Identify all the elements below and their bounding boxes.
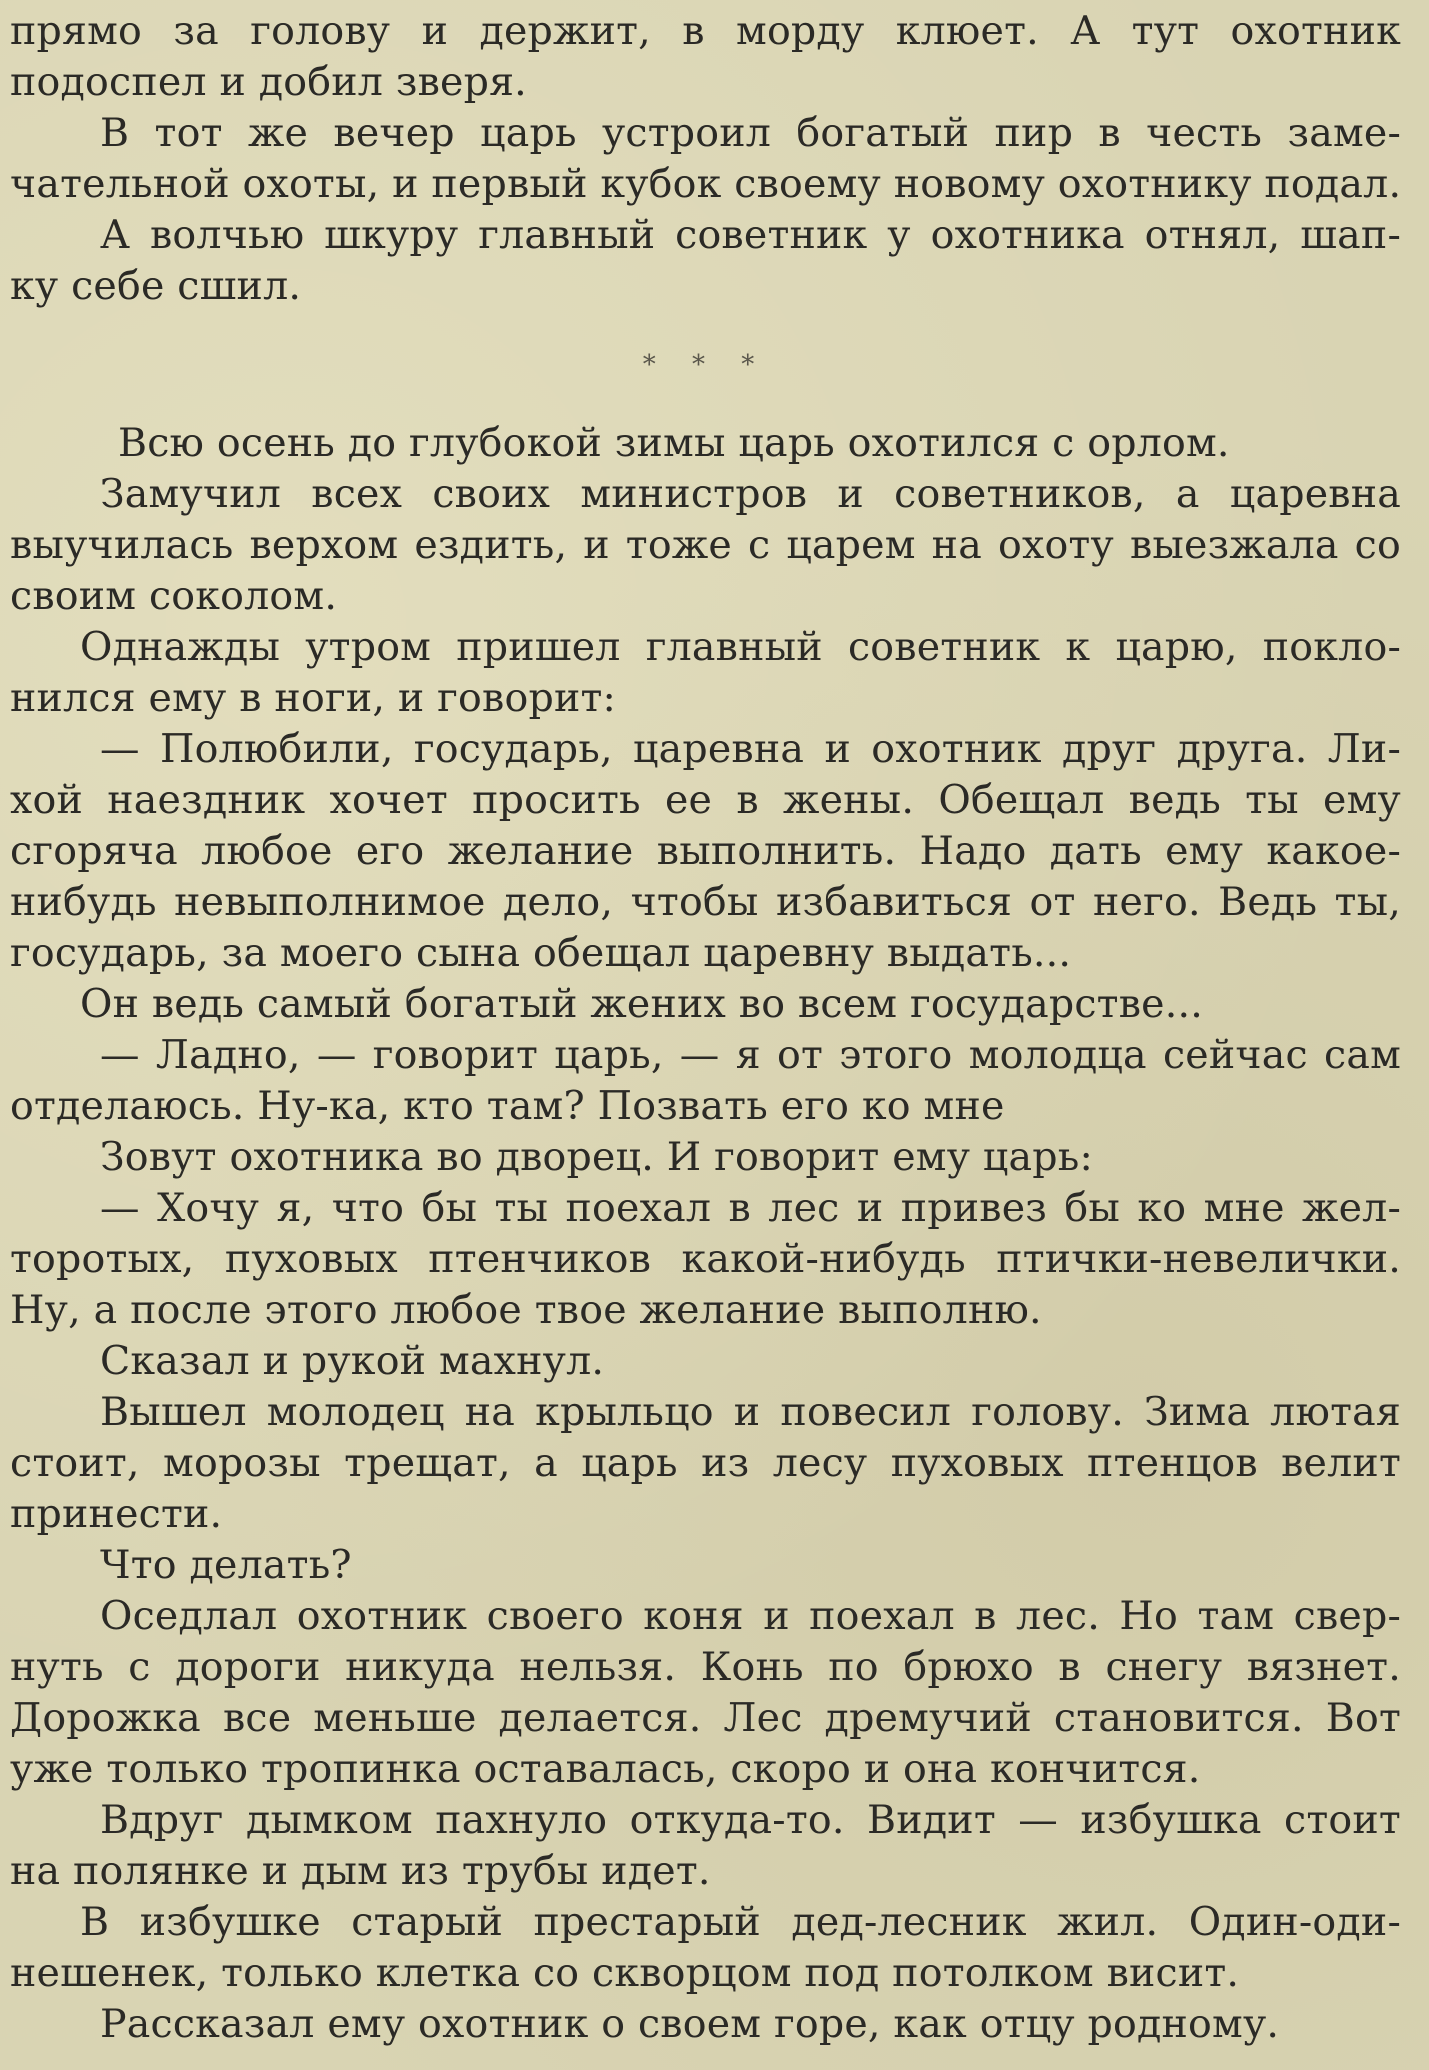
text-line-30: Оседлал охотник своего коня и поехал в лес. Но там свер- (100, 1593, 1401, 1639)
text-line-20: отделаюсь. Ну-ка, кто там? Позвать его ко мне (10, 1083, 1005, 1129)
text-line-34: Вдруг дымком пахнуло откуда-то. Видит — избушка стоит (100, 1797, 1401, 1843)
text-line-12: нился ему в ноги, и говорит: (10, 675, 617, 721)
text-line-32: Дорожка все меньше делается. Лес дремучий становится. Вот (10, 1695, 1401, 1741)
text-line-18: Он ведь самый богатый жених во всем государстве... (80, 981, 1204, 1027)
text-line-27: стоит, морозы трещат, а царь из лесу пуховых птенцов велит (10, 1440, 1401, 1486)
text-line-7: Всю осень до глубокой зимы царь охотился с орлом. (118, 420, 1230, 466)
text-line-4: чательной охоты, и первый кубок своему новому охотнику подал. (10, 161, 1401, 207)
text-line-24: Ну, а после этого любое твое желание выполню. (10, 1287, 1042, 1333)
text-line-3: В тот же вечер царь устроил богатый пир в честь заме- (100, 110, 1401, 156)
text-line-14: хой наездник хочет просить ее в жены. Обещал ведь ты ему (10, 777, 1401, 823)
text-line-25: Сказал и рукой махнул. (100, 1338, 605, 1384)
text-line-21: Зовут охотника во дворец. И говорит ему царь: (100, 1134, 1093, 1180)
text-line-28: принести. (10, 1491, 223, 1537)
text-line-11: Однажды утром пришел главный советник к царю, покло- (80, 624, 1401, 670)
text-line-10: своим соколом. (10, 573, 338, 619)
text-line-2: подоспел и добил зверя. (10, 59, 527, 105)
text-line-19: — Ладно, — говорит царь, — я от этого молодца сейчас сам (100, 1032, 1401, 1078)
text-line-29: Что делать? (100, 1542, 352, 1588)
text-line-23: торотых, пуховых птенчиков какой-нибудь птички-невелички. (10, 1236, 1401, 1282)
text-line-38: Рассказал ему охотник о своем горе, как отцу родному. (100, 2001, 1280, 2047)
section-separator: * * * (642, 350, 769, 380)
text-line-31: нуть с дороги никуда нельзя. Конь по брюхо в снегу вязнет. (10, 1644, 1401, 1690)
text-line-17: государь, за моего сына обещал царевну выдать... (10, 930, 1072, 976)
text-line-22: — Хочу я, что бы ты поехал в лес и привез бы ко мне жел- (100, 1185, 1401, 1231)
text-line-35: на полянке и дым из трубы идет. (10, 1848, 711, 1894)
text-line-5: А волчью шкуру главный советник у охотника отнял, шап- (100, 212, 1401, 258)
text-line-36: В избушке старый престарый дед-лесник жил. Один-оди- (80, 1899, 1401, 1945)
text-line-8: Замучил всех своих министров и советников, а царевна (100, 471, 1401, 517)
text-line-1: прямо за голову и держит, в морду клюет. А тут охотник (10, 8, 1401, 54)
text-line-15: сгоряча любое его желание выполнить. Надо дать ему какое- (10, 828, 1401, 874)
text-line-9: выучилась верхом ездить, и тоже с царем на охоту выезжала со (10, 522, 1401, 568)
text-line-26: Вышел молодец на крыльцо и повесил голову. Зима лютая (100, 1389, 1401, 1435)
text-line-37: нешенек, только клетка со скворцом под потолком висит. (10, 1950, 1240, 1996)
text-line-6: ку себе сшил. (10, 263, 302, 309)
text-line-16: нибудь невыполнимое дело, чтобы избавиться от него. Ведь ты, (10, 879, 1401, 925)
text-line-33: уже только тропинка оставалась, скоро и она кончится. (10, 1746, 1201, 1792)
text-line-13: — Полюбили, государь, царевна и охотник друг друга. Ли- (100, 726, 1401, 772)
